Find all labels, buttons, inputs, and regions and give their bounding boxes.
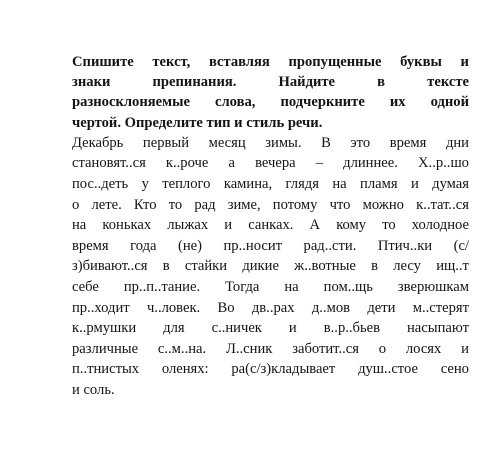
word: длиннее. <box>343 155 398 172</box>
word: Л..сник <box>225 340 273 357</box>
word: в..р..бьев <box>323 320 380 337</box>
word: дикие <box>242 258 279 275</box>
word: Тогда <box>225 278 260 295</box>
word: слова, <box>214 94 256 111</box>
word: к..тат..ся <box>416 196 469 213</box>
word: текст, <box>152 54 191 70</box>
word: подчеркните <box>280 94 365 111</box>
word: пр..ходит <box>72 299 130 316</box>
word: глядя <box>285 176 319 192</box>
word: холодное <box>411 217 469 234</box>
word: их <box>389 94 406 111</box>
word: заботит..ся <box>292 340 359 357</box>
word: и <box>460 54 469 70</box>
word: (с/ <box>453 237 469 254</box>
word: время <box>389 134 427 151</box>
word: и <box>410 176 419 192</box>
text-line <box>72 174 469 195</box>
word: рад <box>194 196 216 213</box>
word: А <box>309 217 321 234</box>
word: разносклоняемые <box>72 94 190 111</box>
word: с..ничек <box>211 320 262 337</box>
word: зверюшкам <box>397 278 469 295</box>
word: в <box>162 258 170 275</box>
word: Во <box>217 299 235 316</box>
word: к..рмушки <box>72 320 137 337</box>
text-line <box>72 318 469 339</box>
word: потому <box>272 196 318 213</box>
word: Птич..ки <box>377 237 433 254</box>
word: коньках <box>102 217 152 234</box>
assignment-line <box>72 72 469 92</box>
word: дети <box>367 299 396 316</box>
word: зимы. <box>265 134 302 151</box>
word: знаки <box>72 74 111 91</box>
word: и соль. <box>72 381 115 398</box>
word: и <box>224 217 233 234</box>
word: сено <box>440 361 469 378</box>
assignment-line <box>72 52 469 72</box>
word: (не) <box>178 237 203 254</box>
word: В <box>321 134 331 151</box>
word: к..роче <box>165 155 209 172</box>
word: п..тнистых <box>72 361 140 378</box>
word: у <box>141 176 149 192</box>
word: душ..стое <box>358 361 418 378</box>
word: Х..р..шо <box>418 155 469 172</box>
word: то <box>168 196 183 213</box>
word: ра(с/з)кладывает <box>231 361 336 378</box>
text-line <box>72 256 469 277</box>
word: лесу <box>393 258 421 275</box>
word: себе <box>72 278 99 295</box>
word: о <box>378 340 387 357</box>
word: для <box>163 320 185 337</box>
word: время <box>72 237 109 254</box>
word: вставляя <box>208 54 270 70</box>
word: м..стерят <box>412 299 469 316</box>
word: препинания. <box>152 74 237 91</box>
assignment-line <box>72 92 469 112</box>
word: камина, <box>223 176 273 192</box>
word: первый <box>142 134 190 151</box>
word: Кто <box>133 196 157 213</box>
word: на <box>72 217 87 234</box>
word: насыпают <box>407 320 469 337</box>
word: и <box>288 320 297 337</box>
word: Спишите <box>72 54 134 70</box>
word: рад..сти. <box>303 237 357 254</box>
word: то <box>382 217 396 234</box>
word: теплого <box>162 176 211 192</box>
exercise-page <box>72 52 469 401</box>
word: стайки <box>184 258 228 275</box>
word: в <box>371 258 379 275</box>
text-line <box>72 359 469 380</box>
word: различные <box>72 340 139 357</box>
word: санках. <box>248 217 294 234</box>
word: можно <box>362 196 404 213</box>
word: пр..носит <box>223 237 283 254</box>
word: буквы <box>400 54 442 70</box>
text-line <box>72 277 469 298</box>
word: и <box>461 340 469 357</box>
text-line <box>72 298 469 319</box>
word: чертой. Определите тип и стиль речи. <box>72 114 323 131</box>
exercise-text <box>72 133 469 401</box>
word: оленях: <box>161 361 209 378</box>
text-line <box>72 236 469 257</box>
word: лосях <box>405 340 442 357</box>
word: пропущенные <box>288 54 382 70</box>
word: Найдите <box>278 74 336 91</box>
word: ищ..т <box>436 258 469 275</box>
word: тексте <box>427 74 469 91</box>
text-line <box>72 195 469 216</box>
word: года <box>130 237 157 254</box>
assignment-line <box>72 113 469 133</box>
word: одной <box>430 94 469 111</box>
text-line <box>72 215 469 236</box>
text-line <box>72 380 469 401</box>
word: пр..п..тание. <box>123 278 201 295</box>
word: с..м..на. <box>157 340 207 357</box>
word: кому <box>336 217 367 234</box>
word: дв..рах <box>251 299 295 316</box>
word: о <box>72 196 80 213</box>
word: лыжах <box>167 217 209 234</box>
word: думая <box>432 176 469 192</box>
word: з)бивают..ся <box>72 258 148 275</box>
assignment-instructions <box>72 52 469 133</box>
word: на <box>332 176 347 192</box>
word: а <box>228 155 235 172</box>
word: что <box>329 196 351 213</box>
text-line <box>72 339 469 360</box>
word: пом..щь <box>323 278 373 295</box>
word: Декабрь <box>72 134 124 151</box>
word: дни <box>445 134 469 151</box>
word: вечера <box>255 155 296 172</box>
word: д..мов <box>311 299 351 316</box>
text-line <box>72 133 469 154</box>
text-line <box>72 153 469 174</box>
word: в <box>377 74 386 91</box>
word: лете. <box>91 196 122 213</box>
word: это <box>350 134 371 151</box>
word: пламя <box>360 176 398 192</box>
word: пос..деть <box>72 176 129 192</box>
word: становят..ся <box>72 155 146 172</box>
word: зиме, <box>227 196 261 213</box>
word: ч..ловек. <box>146 299 201 316</box>
word: месяц <box>208 134 246 151</box>
word: – <box>315 155 324 172</box>
word: ж..вотные <box>294 258 356 275</box>
word: на <box>284 278 299 295</box>
